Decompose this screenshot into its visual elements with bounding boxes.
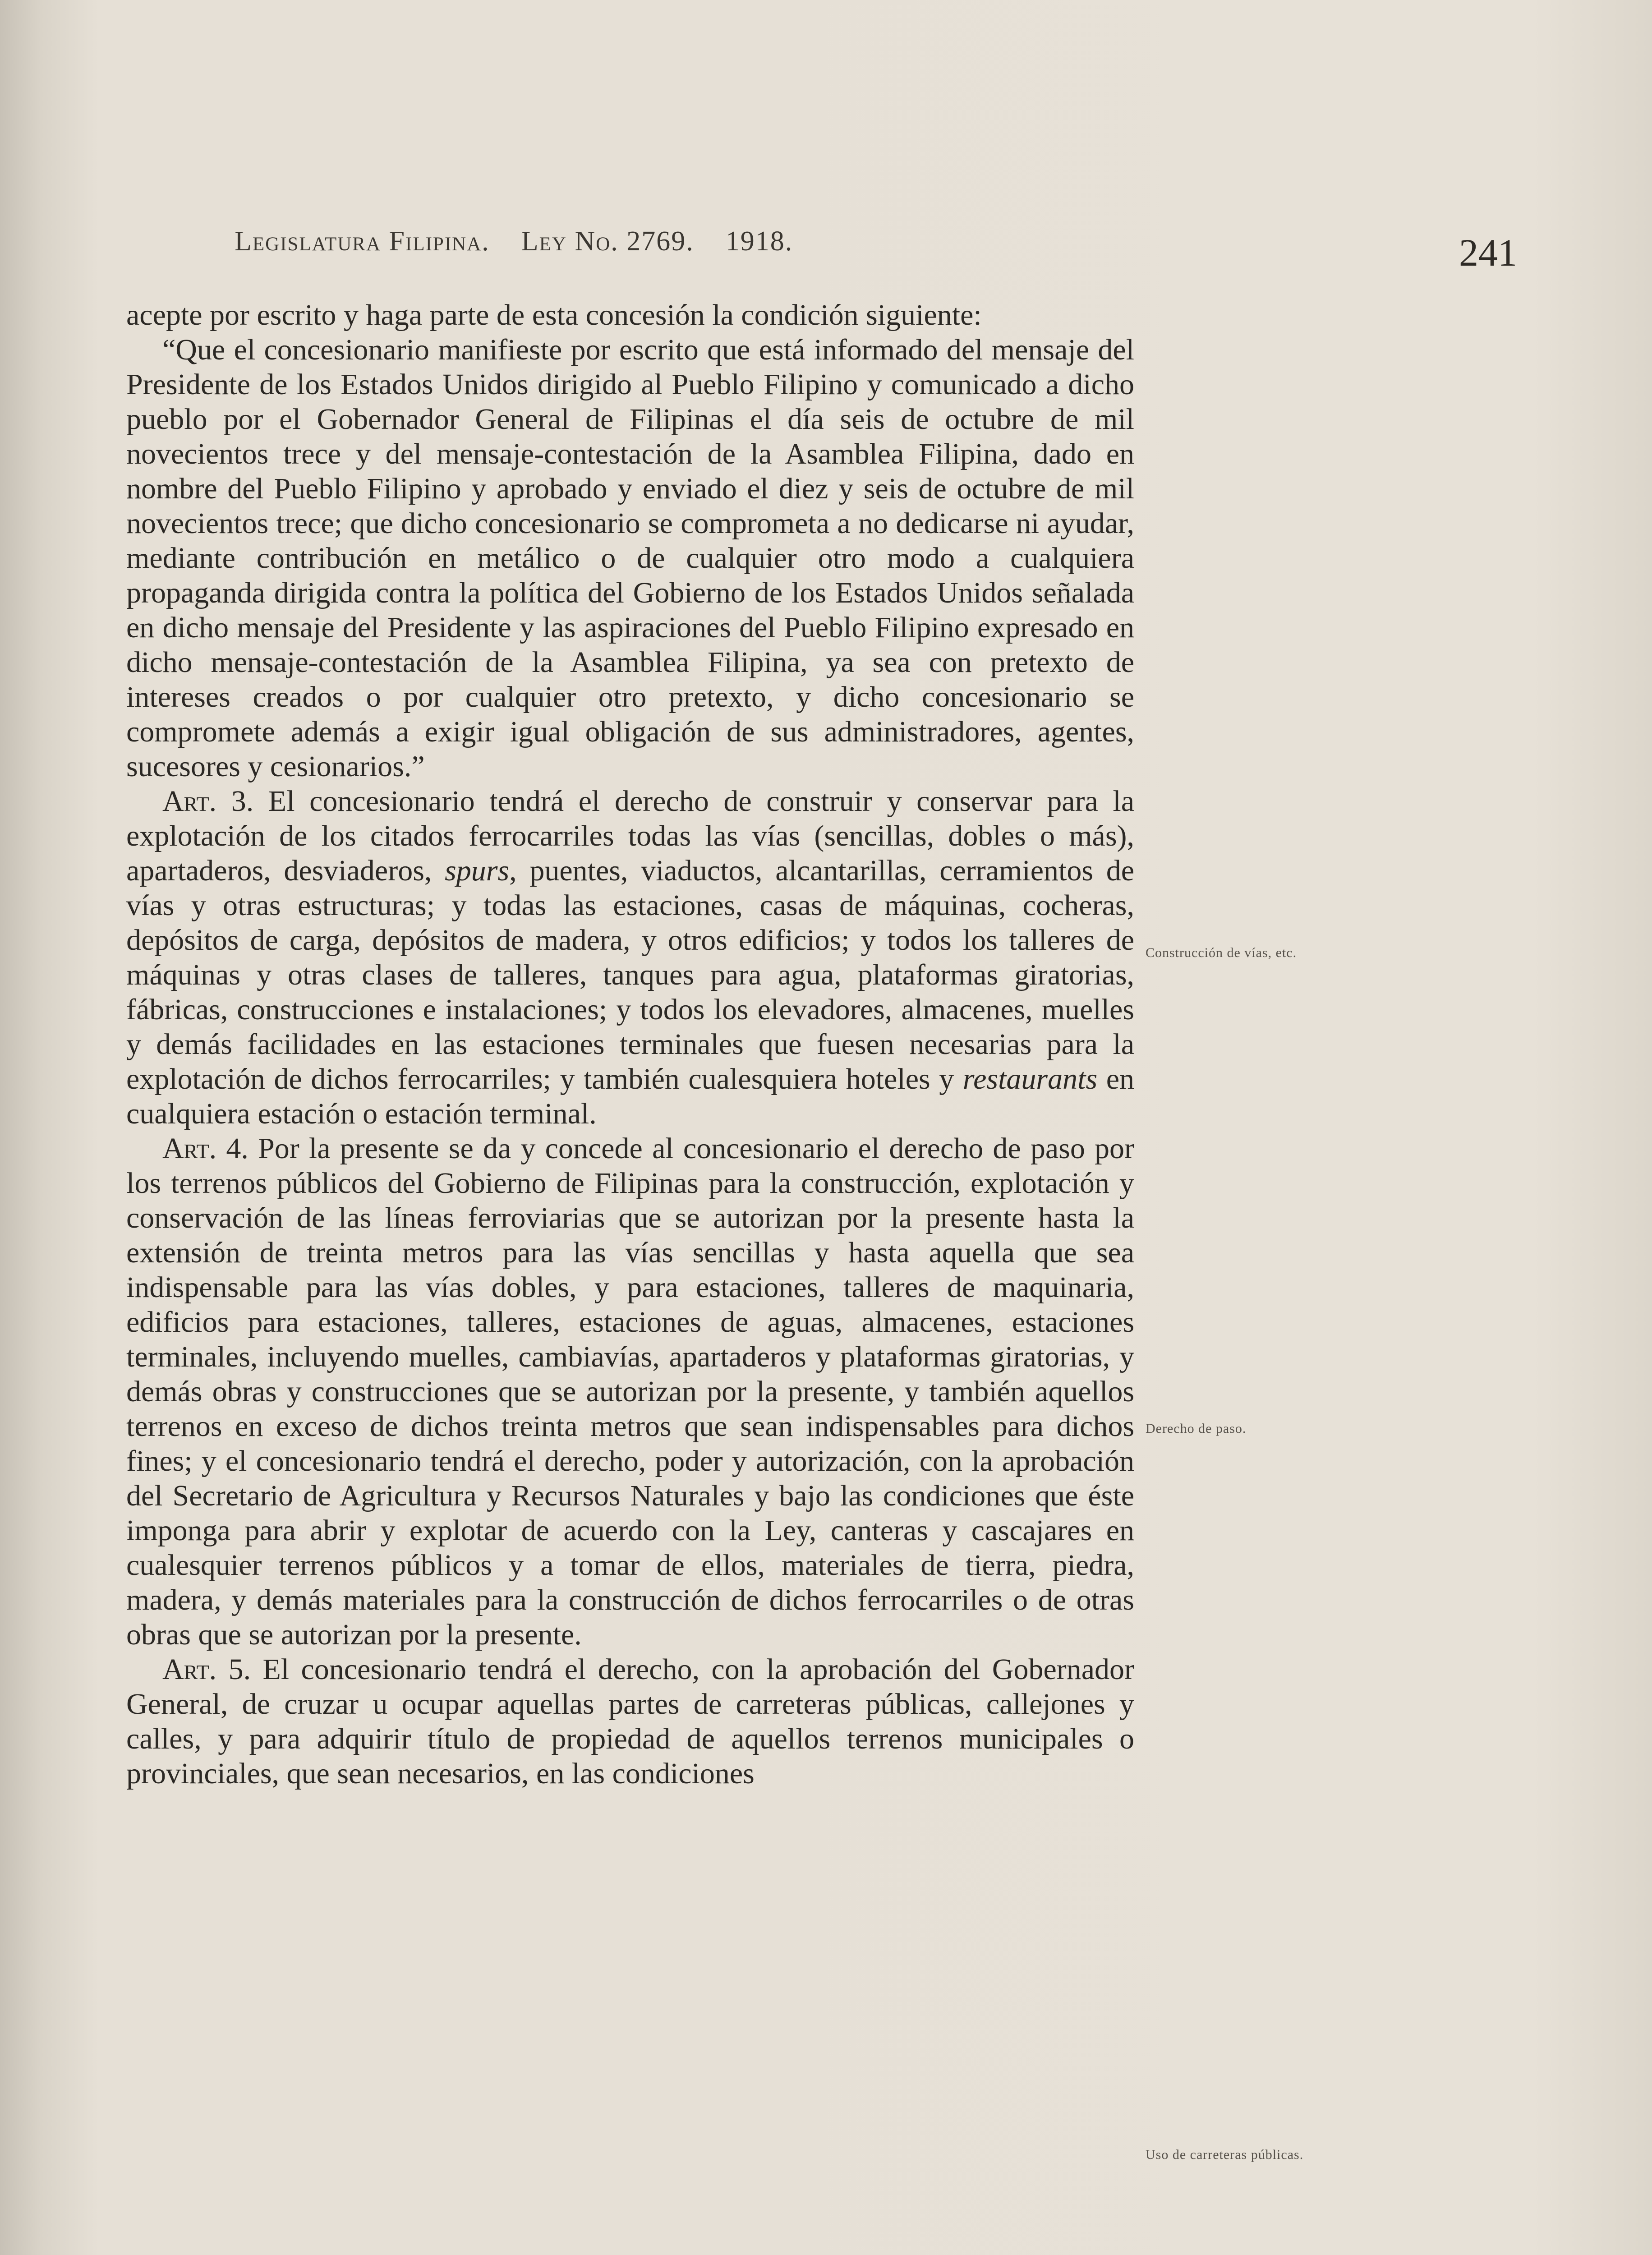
margin-note-construccion: Construcción de vías, etc. bbox=[1146, 945, 1297, 960]
margin-note-derecho-paso: Derecho de paso. bbox=[1146, 1421, 1247, 1436]
paragraph-condition: “Que el concesionario manifieste por escrito que está informado del mensaje del Presidente de los Estados Unidos dirigido al Pueblo Filipino y comunicado a dicho pueblo por el Gobernador General de Filipinas el día seis de octubre de mil novecientos trece y del mensaje-contestación de la Asamblea Filipina, dado en nombre del Pueblo Filipino y aprobado y enviado el diez y seis de octubre de mil novecientos trece; que dicho concesionario se comprometa a no dedicarse ni ayudar, mediante contribución en metálico o de cualquier otro modo a cualquiera propaganda dirigida contra la política del Gobierno de los Estados Unidos señalada en dicho mensaje del Presidente y las aspiraciones del Pueblo Filipino expresado en dicho mensaje-contestación de la Asamblea Filipina, ya sea con pretexto de intereses creados o por cualquier otro pretexto, y dicho concesionario se compromete además a exigir igual obligación de sus administradores, agentes, sucesores y cesionarios.” bbox=[126, 333, 1134, 783]
article-3-italic-spurs: spurs bbox=[445, 854, 510, 887]
article-3-label: Art. 3. bbox=[162, 785, 254, 818]
article-3-text-c: en cualquiera estación o estación terminal. bbox=[126, 1063, 1135, 1130]
article-3-text-b: , puentes, viaductos, alcantarillas, cerramientos de vías y otras estructuras; y todas las estaciones, casas de máquinas, cocheras, depósitos de carga, depósitos de madera, y otros edificios; y todos los talleres de máquinas y otras clases de talleres, tanques para agua, plataformas giratorias, fábricas, construcciones e instalaciones; y todos los elevadores, almacenes, muelles y demás facilidades en las estaciones terminales que fuesen necesarias para la explotación de dichos ferrocarriles; y también cualesquiera hoteles y bbox=[126, 854, 1134, 1095]
body-text bbox=[126, 298, 1134, 1791]
running-title: Legislatura Filipina. bbox=[235, 226, 490, 257]
law-number: Ley No. 2769. bbox=[521, 226, 694, 257]
article-3-text-a: El concesionario tendrá el derecho de construir y conservar para la explotación de los citados ferrocarriles todas las vías (sencillas, dobles o más), apartaderos, desviaderos, bbox=[126, 785, 1134, 887]
paragraph-continuation: acepte por escrito y haga parte de esta concesión la condición siguiente: bbox=[126, 299, 982, 331]
year: 1918. bbox=[725, 226, 793, 257]
margin-note-carreteras: Uso de carreteras públicas. bbox=[1146, 2147, 1304, 2162]
article-5-label: Art. 5. bbox=[162, 1653, 251, 1686]
article-3 bbox=[126, 784, 1134, 1131]
article-5 bbox=[126, 1652, 1134, 1791]
article-4-text: Por la presente se da y concede al concesionario el derecho de paso por los terrenos públicos del Gobierno de Filipinas para la construcción, explotación y conservación de las líneas ferroviarias que se autorizan por la presente hasta la extensión de treinta metros para las vías sencillas y hasta aquella que sea indispensable para las vías dobles, y para estaciones, talleres de maquinaria, edificios para estaciones, talleres, estaciones de aguas, almacenes, estaciones terminales, incluyendo muelles, cambiavías, apartaderos y plataformas giratorias, y demás obras y construcciones que se autorizan por la presente, y también aquellos terrenos en exceso de dichos treinta metros que sean indispensables para dichos fines; y el concesionario tendrá el derecho, poder y autorización, con la aprobación del Secretario de Agricultura y Recursos Naturales y bajo las condiciones que éste imponga para abrir y explotar de acuerdo con la Ley, canteras y cascajares en cualesquier terrenos públicos y a tomar de ellos, materiales de tierra, piedra, madera, y demás materiales para la construcción de dichos ferrocarriles o de otras obras que se autorizan por la presente. bbox=[126, 1132, 1135, 1651]
page-number: 241 bbox=[1459, 231, 1517, 274]
article-4-label: Art. 4. bbox=[162, 1132, 248, 1165]
article-3-italic-restaurants: restaurants bbox=[962, 1063, 1098, 1095]
article-5-text: El concesionario tendrá el derecho, con la aprobación del Gobernador General, de cruzar u ocupar aquellas partes de carreteras públicas, callejones y calles, y para adquirir título de propiedad de aquellos terrenos municipales o provinciales, que sean necesarios, en las condiciones bbox=[126, 1653, 1134, 1790]
article-4 bbox=[126, 1131, 1134, 1652]
running-header bbox=[235, 226, 1272, 258]
